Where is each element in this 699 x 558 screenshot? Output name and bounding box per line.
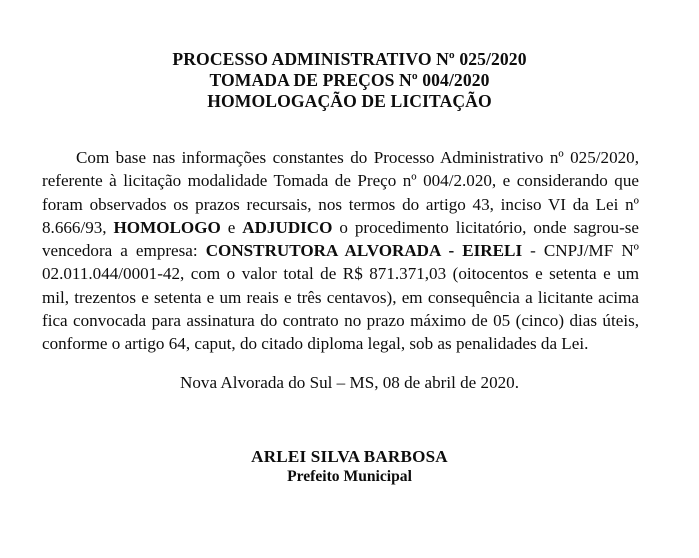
signatory-name: ARLEI SILVA BARBOSA	[251, 447, 448, 466]
title-line-processo: PROCESSO ADMINISTRATIVO Nº 025/2020	[172, 49, 527, 69]
document-title-block	[0, 49, 699, 112]
body-segment-2: e	[220, 217, 243, 237]
body-paragraph	[42, 146, 639, 356]
body-segment-4: - CNPJ/MF Nº 02.011.044/0001-42, com o valor total de R$ 871.371,03 (oitocentos e setenta e um mil, trezentos e setenta e um reais e três centavos), em consequência a licitante acima fica convocada para assinatura do contrato no prazo máximo de 05 (cinco) dias úteis, conforme o artigo 64, caput, do citado diploma legal, sob as penalidades da Lei.	[42, 241, 639, 354]
body-bold-homologo: HOMOLOGO	[113, 217, 221, 237]
date-line: Nova Alvorada do Sul – MS, 08 de abril de 2020.	[180, 373, 519, 392]
body-segment-3: o procedimento licitatório, onde sagrou-se vencedora a empresa:	[42, 217, 640, 261]
signatory-role: Prefeito Municipal	[287, 468, 412, 485]
title-line-tomada-de-precos: TOMADA DE PREÇOS Nº 004/2020	[209, 70, 490, 90]
signature-block	[0, 446, 699, 487]
body-bold-empresa-vencedora: CONSTRUTORA ALVORADA - EIRELI	[205, 241, 523, 261]
body-segment-1: Com base nas informações constantes do Processo Administrativo nº 025/2020, referente à licitação modalidade Tomada de Preço nº 004/2.020, e considerando que foram observados os prazos recursais, nos termos do artigo 43, inciso VI da Lei nº 8.666/93,	[42, 148, 639, 237]
title-line-homologacao: HOMOLOGAÇÃO DE LICITAÇÃO	[207, 91, 492, 111]
body-bold-adjudico: ADJUDICO	[242, 217, 333, 237]
document-body-block	[42, 146, 639, 356]
